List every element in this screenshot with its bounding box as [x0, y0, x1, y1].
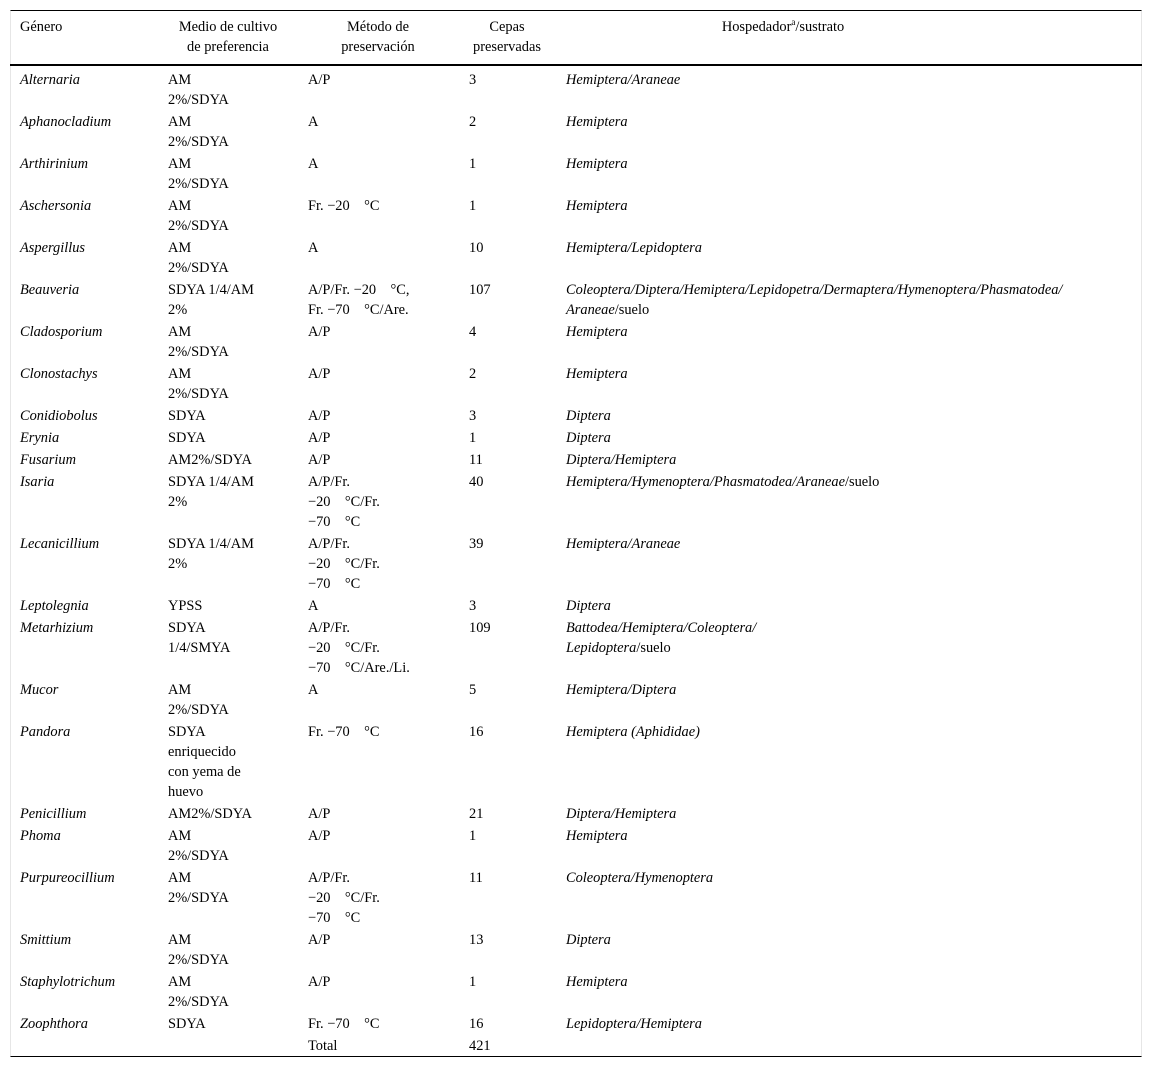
cell-line: AM [168, 324, 192, 340]
cell-metodo [298, 405, 458, 427]
table-row [10, 1013, 1142, 1035]
cell-line: −70 °C/Are./Li. [308, 660, 410, 676]
cell-line: 2%/SDYA [168, 134, 229, 150]
table-row [10, 427, 1142, 449]
cell-genero: Phoma [20, 828, 61, 844]
cell-line: A [308, 114, 319, 130]
cell-line: A/P [308, 324, 331, 340]
cell-genero: Erynia [20, 430, 60, 446]
host-taxa: Hemiptera [566, 324, 628, 340]
cell-medio [158, 427, 298, 449]
host-taxa: Lepidoptera [566, 640, 637, 656]
cell-cepas: 40 [469, 474, 484, 490]
cell-line: enriquecido [168, 744, 236, 760]
cell-line: 2%/SDYA [168, 848, 229, 864]
cell-genero: Isaria [20, 474, 55, 490]
host-taxa: Diptera [566, 408, 611, 424]
cell-line: AM [168, 974, 192, 990]
header-hospedador: Hospedador$^a$/sustrato [556, 11, 1142, 65]
cell-genero: Mucor [20, 682, 59, 698]
table-row [10, 195, 1142, 237]
cell-line: SDYA [168, 430, 206, 446]
host-line [566, 196, 1134, 216]
host-line [566, 450, 1134, 470]
cell-medio [158, 803, 298, 825]
host-line [566, 930, 1134, 950]
host-taxa: Hemiptera [566, 156, 628, 172]
cell-metodo [298, 363, 458, 405]
host-line [566, 826, 1134, 846]
cell-genero: Fusarium [20, 452, 76, 468]
cell-line: 1/4/SMYA [168, 640, 231, 656]
cell-line: A [308, 682, 319, 698]
cell-genero: Penicillium [20, 806, 87, 822]
cell-hospedador [556, 363, 1142, 405]
table-row [10, 803, 1142, 825]
cell-cepas: 107 [469, 282, 491, 298]
empty-cell [10, 1035, 158, 1062]
cell-line: AM [168, 198, 192, 214]
cell-hospedador [556, 721, 1142, 803]
host-taxa: Diptera [566, 430, 611, 446]
cell-medio [158, 195, 298, 237]
cell-genero: Conidiobolus [20, 408, 98, 424]
cell-line: SDYA 1/4/AM [168, 536, 254, 552]
host-line [566, 804, 1134, 824]
cell-genero: Aschersonia [20, 198, 92, 214]
cell-medio [158, 679, 298, 721]
cell-cepas: 16 [469, 724, 484, 740]
cell-line: SDYA [168, 1016, 206, 1032]
table-row [10, 65, 1142, 111]
cell-line: −20 °C/Fr. [308, 494, 380, 510]
cell-hospedador [556, 929, 1142, 971]
cell-line: 2%/SDYA [168, 92, 229, 108]
cell-line: −20 °C/Fr. [308, 556, 380, 572]
table-body [10, 65, 1142, 1062]
host-line [566, 638, 1134, 658]
cell-metodo [298, 533, 458, 595]
cell-genero: Staphylotrichum [20, 974, 116, 990]
cell-line: A [308, 598, 319, 614]
cell-cepas: 21 [469, 806, 484, 822]
cell-line: 2%/SDYA [168, 952, 229, 968]
cell-line: −70 °C [308, 576, 361, 592]
host-taxa: Diptera [566, 932, 611, 948]
table-row [10, 825, 1142, 867]
table-row [10, 867, 1142, 929]
cell-line: A/P/Fr. [308, 536, 350, 552]
cell-medio [158, 721, 298, 803]
cell-hospedador [556, 867, 1142, 929]
host-taxa: Diptera [566, 598, 611, 614]
header-metodo: Método de preservación [298, 11, 458, 65]
host-suffix: /suelo [614, 302, 650, 318]
table-row [10, 405, 1142, 427]
cell-line: −70 °C [308, 514, 361, 530]
cell-metodo [298, 427, 458, 449]
host-taxa: Hemiptera [566, 974, 628, 990]
host-line [566, 238, 1134, 258]
total-row [10, 1035, 1142, 1062]
cell-metodo [298, 721, 458, 803]
host-line [566, 112, 1134, 132]
cell-medio [158, 533, 298, 595]
table-row [10, 153, 1142, 195]
cell-line: SDYA [168, 620, 206, 636]
cell-line: A/P [308, 366, 331, 382]
cell-line: YPSS [168, 598, 203, 614]
cell-line: SDYA [168, 724, 206, 740]
cell-medio [158, 111, 298, 153]
host-line [566, 280, 1134, 300]
table-row [10, 279, 1142, 321]
cell-metodo [298, 617, 458, 679]
cell-line: −70 °C [308, 910, 361, 926]
host-line [566, 1014, 1134, 1034]
cell-line: AM2%/SDYA [168, 452, 252, 468]
cell-hospedador [556, 825, 1142, 867]
cell-medio [158, 363, 298, 405]
cell-genero: Leptolegnia [20, 598, 89, 614]
empty-cell [556, 1035, 1142, 1062]
host-line [566, 534, 1134, 554]
cell-line: huevo [168, 784, 204, 800]
cell-genero: Aspergillus [20, 240, 86, 256]
table-row [10, 533, 1142, 595]
host-line [566, 472, 1134, 492]
host-taxa: Diptera/Hemiptera [566, 806, 677, 822]
cell-hospedador [556, 971, 1142, 1013]
cell-metodo [298, 929, 458, 971]
cell-line: A/P/Fr. [308, 474, 350, 490]
empty-cell [158, 1035, 298, 1062]
cell-line: A/P [308, 408, 331, 424]
cell-cepas: 16 [469, 1016, 484, 1032]
cell-medio [158, 237, 298, 279]
cell-hospedador [556, 195, 1142, 237]
cell-cepas: 5 [469, 682, 477, 698]
cell-line: 2%/SDYA [168, 386, 229, 402]
cell-hospedador [556, 803, 1142, 825]
cell-line: Fr. −70 °C/Are. [308, 302, 409, 318]
cell-line: con yema de [168, 764, 241, 780]
cell-hospedador [556, 595, 1142, 617]
cell-metodo [298, 195, 458, 237]
cell-line: Fr. −70 °C [308, 1016, 380, 1032]
host-taxa: Hemiptera/Araneae [566, 536, 681, 552]
cell-medio [158, 929, 298, 971]
cell-line: 2%/SDYA [168, 994, 229, 1010]
cell-genero: Lecanicillium [20, 536, 100, 552]
cell-medio [158, 405, 298, 427]
total-value: 421 [469, 1038, 491, 1054]
cell-medio [158, 595, 298, 617]
cell-genero: Smittium [20, 932, 72, 948]
cell-metodo [298, 867, 458, 929]
host-line [566, 154, 1134, 174]
cell-metodo [298, 803, 458, 825]
host-line [566, 364, 1134, 384]
host-line [566, 428, 1134, 448]
host-line [566, 618, 1134, 638]
cell-metodo [298, 111, 458, 153]
cell-line: SDYA [168, 408, 206, 424]
table-row [10, 971, 1142, 1013]
cell-hospedador [556, 279, 1142, 321]
table-row [10, 595, 1142, 617]
host-taxa: Coleoptera/Hymenoptera [566, 870, 714, 886]
table-row [10, 321, 1142, 363]
header-row [10, 11, 1142, 65]
cell-metodo [298, 595, 458, 617]
cell-hospedador [556, 449, 1142, 471]
host-line [566, 70, 1134, 90]
cell-line: AM [168, 114, 192, 130]
host-taxa: Hemiptera [566, 114, 628, 130]
host-taxa: Battodea/Hemiptera/Coleoptera/ [566, 620, 757, 636]
cell-hospedador [556, 153, 1142, 195]
cell-genero: Metarhizium [20, 620, 94, 636]
cell-cepas: 109 [469, 620, 491, 636]
cell-hospedador [556, 237, 1142, 279]
cell-line: A/P [308, 974, 331, 990]
host-suffix: /suelo [844, 474, 880, 490]
host-taxa: Hemiptera [566, 198, 628, 214]
header-genero: Género [10, 11, 158, 65]
cell-cepas: 2 [469, 366, 477, 382]
cell-line: 2%/SDYA [168, 890, 229, 906]
cell-metodo [298, 679, 458, 721]
cell-cepas: 3 [469, 598, 477, 614]
cell-medio [158, 617, 298, 679]
cell-cepas: 1 [469, 974, 477, 990]
cell-line: AM [168, 682, 192, 698]
cell-line: AM [168, 932, 192, 948]
header-medio: Medio de cultivo de preferencia [158, 11, 298, 65]
host-taxa: Hemiptera/Lepidoptera [566, 240, 702, 256]
cell-genero: Alternaria [20, 72, 80, 88]
cell-line: AM [168, 366, 192, 382]
cell-metodo [298, 65, 458, 111]
host-taxa: Diptera/Hemiptera [566, 452, 677, 468]
cell-line: A/P/Fr. [308, 620, 350, 636]
header-cepas: Cepas preservadas [458, 11, 556, 65]
cell-cepas: 39 [469, 536, 484, 552]
cell-medio [158, 1013, 298, 1035]
cell-metodo [298, 449, 458, 471]
host-line [566, 300, 1134, 320]
host-line [566, 680, 1134, 700]
cell-medio [158, 449, 298, 471]
cell-metodo [298, 153, 458, 195]
table-row [10, 111, 1142, 153]
host-taxa: Hemiptera (Aphididae) [566, 724, 700, 740]
cell-hospedador [556, 617, 1142, 679]
host-taxa: Araneae [566, 302, 615, 318]
cell-cepas: 1 [469, 156, 477, 172]
cell-hospedador [556, 1013, 1142, 1035]
cell-medio [158, 471, 298, 533]
cell-cepas: 4 [469, 324, 477, 340]
cell-line: AM [168, 870, 192, 886]
cell-line: A/P [308, 806, 331, 822]
cell-line: 2%/SDYA [168, 702, 229, 718]
host-line [566, 406, 1134, 426]
cell-metodo [298, 471, 458, 533]
cell-genero: Pandora [20, 724, 71, 740]
cell-genero: Cladosporium [20, 324, 103, 340]
host-line [566, 868, 1134, 888]
cell-medio [158, 153, 298, 195]
cell-hospedador [556, 111, 1142, 153]
cell-line: A/P/Fr. −20 °C, [308, 282, 410, 298]
cell-line: A/P [308, 932, 331, 948]
cell-line: A/P [308, 828, 331, 844]
cell-line: AM2%/SDYA [168, 806, 252, 822]
cell-cepas: 13 [469, 932, 484, 948]
cepas-table [10, 11, 1142, 1062]
cell-cepas: 10 [469, 240, 484, 256]
cell-line: AM [168, 156, 192, 172]
cell-line: AM [168, 72, 192, 88]
cell-cepas: 3 [469, 408, 477, 424]
host-line [566, 722, 1134, 742]
cell-medio [158, 65, 298, 111]
host-line [566, 596, 1134, 616]
host-taxa: Hemiptera/Diptera [566, 682, 677, 698]
table-row [10, 721, 1142, 803]
cell-line: 2% [168, 556, 188, 572]
cell-medio [158, 971, 298, 1013]
table-row [10, 471, 1142, 533]
cell-cepas: 1 [469, 828, 477, 844]
cell-line: A/P [308, 452, 331, 468]
cell-line: SDYA 1/4/AM [168, 282, 254, 298]
cell-medio [158, 867, 298, 929]
cell-metodo [298, 1013, 458, 1035]
host-taxa: Hemiptera [566, 828, 628, 844]
cell-metodo [298, 237, 458, 279]
cell-line: 2%/SDYA [168, 260, 229, 276]
cell-genero: Clonostachys [20, 366, 98, 382]
cell-cepas: 1 [469, 198, 477, 214]
cell-line: 2% [168, 302, 188, 318]
table-row [10, 449, 1142, 471]
cell-metodo [298, 321, 458, 363]
cell-hospedador [556, 679, 1142, 721]
cell-hospedador [556, 321, 1142, 363]
cell-line: AM [168, 240, 192, 256]
cell-cepas: 11 [469, 870, 483, 886]
cell-metodo [298, 825, 458, 867]
host-taxa: Hemiptera/Hymenoptera/Phasmatodea/Araneae [566, 474, 845, 490]
cell-line: A [308, 156, 319, 172]
cell-line: A/P [308, 72, 331, 88]
cell-hospedador [556, 533, 1142, 595]
cell-genero: Aphanocladium [20, 114, 112, 130]
cell-genero: Arthirinium [20, 156, 88, 172]
cell-cepas: 11 [469, 452, 483, 468]
cell-genero: Purpureocillium [20, 870, 115, 886]
cell-line: 2%/SDYA [168, 176, 229, 192]
cell-medio [158, 279, 298, 321]
cell-metodo [298, 279, 458, 321]
cell-line: 2% [168, 494, 188, 510]
cell-genero: Zoophthora [20, 1016, 88, 1032]
host-suffix: /suelo [636, 640, 671, 656]
cell-hospedador [556, 405, 1142, 427]
cell-line: 2%/SDYA [168, 218, 229, 234]
cell-cepas: 3 [469, 72, 477, 88]
table-row [10, 617, 1142, 679]
cell-hospedador [556, 427, 1142, 449]
cell-line: 2%/SDYA [168, 344, 229, 360]
table-row [10, 679, 1142, 721]
cell-hospedador [556, 65, 1142, 111]
host-taxa: Hemiptera/Araneae [566, 72, 681, 88]
host-taxa: Hemiptera [566, 366, 628, 382]
table-row [10, 929, 1142, 971]
cell-hospedador [556, 471, 1142, 533]
host-line [566, 322, 1134, 342]
cell-metodo [298, 971, 458, 1013]
cell-line: −20 °C/Fr. [308, 640, 380, 656]
cell-medio [158, 321, 298, 363]
table-row [10, 237, 1142, 279]
cell-medio [158, 825, 298, 867]
host-line [566, 972, 1134, 992]
table-row [10, 363, 1142, 405]
cell-line: −20 °C/Fr. [308, 890, 380, 906]
total-label: Total [308, 1038, 338, 1054]
cell-line: SDYA 1/4/AM [168, 474, 254, 490]
cell-line: Fr. −20 °C [308, 198, 380, 214]
cell-cepas: 1 [469, 430, 477, 446]
cell-line: A/P [308, 430, 331, 446]
cell-line: AM [168, 828, 192, 844]
cell-line: A/P/Fr. [308, 870, 350, 886]
host-taxa: Lepidoptera/Hemiptera [566, 1016, 702, 1032]
cell-line: A [308, 240, 319, 256]
cell-genero: Beauveria [20, 282, 80, 298]
cell-line: Fr. −70 °C [308, 724, 380, 740]
cell-cepas: 2 [469, 114, 477, 130]
host-taxa: Coleoptera/Diptera/Hemiptera/Lepidopetra/Dermaptera/Hymenoptera/Phasmatodea/ [566, 282, 1063, 298]
